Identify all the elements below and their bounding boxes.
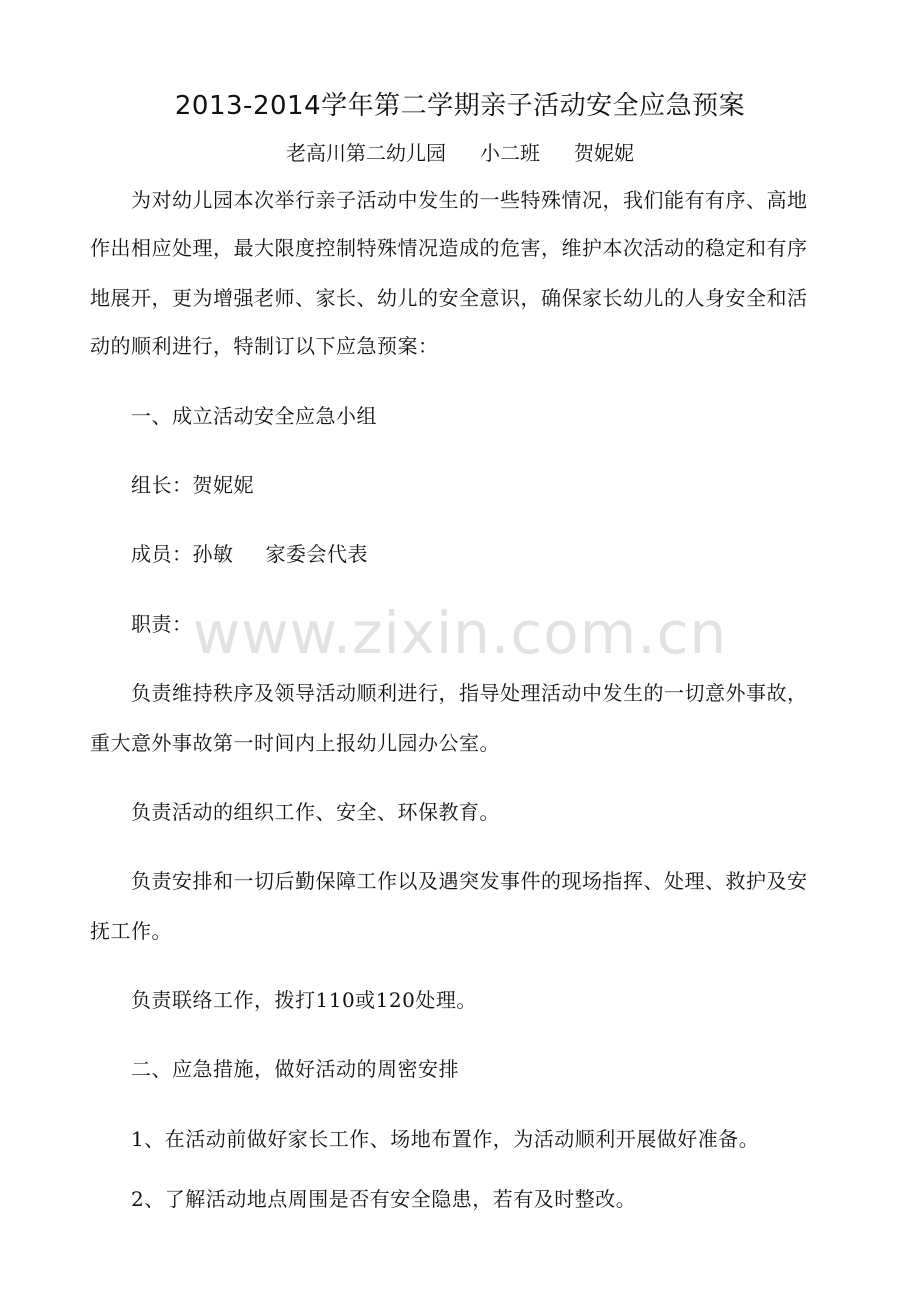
intro-line: 为对幼儿园本次举行亲子活动中发生的一些特殊情况，我们能有有序、高地 xyxy=(131,188,808,212)
intro-line: 地展开，更为增强老师、家长、幼儿的安全意识，确保家长幼儿的人身安全和活 xyxy=(90,286,808,310)
measure-2-line: 2、了解活动地点周围是否有安全隐患，若有及时整改。 xyxy=(131,1187,637,1211)
duty-2-line: 负责活动的组织工作、安全、环保教育。 xyxy=(131,800,500,824)
duties-label: 职责： xyxy=(131,612,193,636)
section-2-heading: 二、应急措施，做好活动的周密安排 xyxy=(131,1057,459,1081)
watermark: www.zixin.com.cn xyxy=(192,599,728,667)
leader-line: 组长：贺妮妮 xyxy=(131,473,254,497)
duty-3-line: 负责安排和一切后勤保障工作以及遇突发事件的现场指挥、处理、救护及安 xyxy=(131,869,808,893)
duty-1-line: 重大意外事故第一时间内上报幼儿园办公室。 xyxy=(90,731,500,755)
intro-line: 作出相应处理，最大限度控制特殊情况造成的危害，维护本次活动的稳定和有序 xyxy=(90,236,808,260)
members-line xyxy=(131,540,368,568)
duty-4-line: 负责联络工作，拨打110或120处理。 xyxy=(131,988,477,1012)
document-title: 2013-2014学年第二学期亲子活动安全应急预案 xyxy=(174,91,746,121)
intro-line: 动的顺利进行，特制订以下应急预案： xyxy=(90,334,439,358)
duty-1-line: 负责维持秩序及领导活动顺利进行，指导处理活动中发生的一切意外事故， xyxy=(131,681,808,705)
document-subtitle xyxy=(0,139,920,167)
measure-1-line: 1、在活动前做好家长工作、场地布置作，为活动顺利开展做好准备。 xyxy=(131,1127,760,1151)
section-1-heading: 一、成立活动安全应急小组 xyxy=(131,404,377,428)
duty-3-line: 抚工作。 xyxy=(90,919,172,943)
class-name: 小二班 xyxy=(480,141,540,165)
members-label: 成员：孙敏 xyxy=(131,542,234,566)
members-extra: 家委会代表 xyxy=(265,542,368,566)
author-name: 贺妮妮 xyxy=(574,141,634,165)
school-name: 老高川第二幼儿园 xyxy=(286,141,446,165)
